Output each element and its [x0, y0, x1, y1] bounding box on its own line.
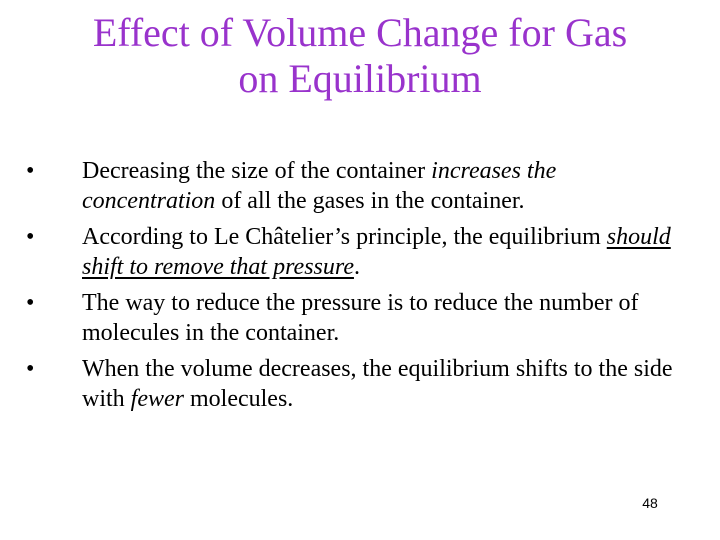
page-number: 48	[642, 495, 658, 511]
bullet-4-emphasis: fewer	[130, 386, 184, 412]
bullet-marker: •	[26, 224, 35, 250]
bullet-2-text: According to Le Châtelier’s principle, the equilibrium	[82, 224, 607, 250]
bullet-4-text-end: molecules.	[184, 386, 294, 412]
bullet-1-text-end: of all the gases in the container.	[215, 188, 525, 214]
bullet-2-text-end: .	[353, 254, 360, 280]
bullet-1-emphasis: increases the concentration	[82, 158, 557, 214]
bullet-item-4	[26, 354, 686, 414]
bullet-1-text: Decreasing the size of the container	[82, 158, 432, 184]
bullet-marker: •	[26, 356, 35, 382]
bullet-marker: •	[26, 290, 35, 316]
bullet-item-3	[26, 288, 686, 348]
bullet-2-emphasis: should shift to remove that pressure	[82, 224, 671, 280]
slide-title-line-1: Effect of Volume Change for Gas	[92, 10, 628, 55]
bullet-item-1	[26, 156, 686, 216]
bullet-3-text: The way to reduce the pressure is to reduce the number of molecules in the container.	[82, 290, 639, 346]
bullet-list	[26, 156, 686, 420]
bullet-marker: •	[26, 158, 35, 184]
bullet-4-text: When the volume decreases, the equilibrium shifts to the side with	[82, 356, 673, 412]
bullet-item-2	[26, 222, 686, 282]
slide-title	[0, 10, 720, 102]
slide-title-line-2: on Equilibrium	[238, 56, 482, 101]
